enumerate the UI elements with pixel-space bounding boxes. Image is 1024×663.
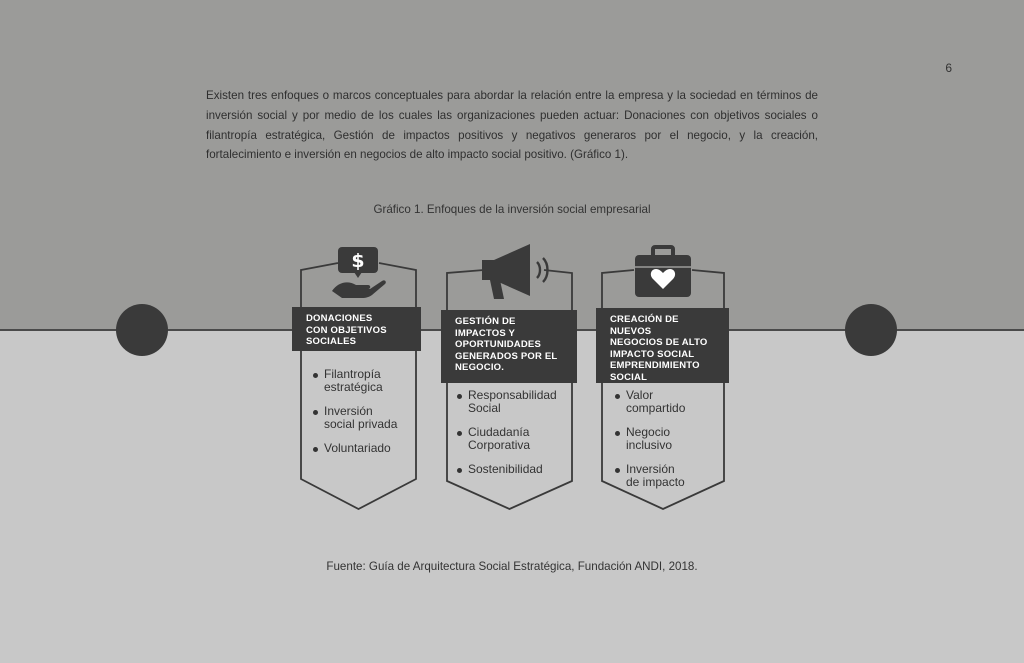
megaphone-icon <box>480 244 552 302</box>
left-decorative-circle <box>116 304 168 356</box>
card-title-banner <box>596 308 729 383</box>
intro-paragraph: Existen tres enfoques o marcos conceptuales para abordar la relación entre la empresa y la sociedad en términos de inversión social y por medio de los cuales las organizaciones pueden actuar: Donaciones con objetivos sociales o filantropía estratégica, Gestión de impactos positivos y negativos generaros por el negocio, y la creación, fortalecimiento e inversión en negocios de alto impacto social positivo. (Gráfico 1). <box>206 89 818 162</box>
card-title: GESTIÓN DE IMPACTOS Y OPORTUNIDADES GENERADOS POR EL NEGOCIO. <box>455 316 558 373</box>
hand-money-icon <box>328 245 388 303</box>
card-item-list <box>313 368 397 466</box>
briefcase-heart-icon <box>633 245 693 301</box>
figure-caption: Gráfico 1. Enfoques de la inversión social empresarial <box>373 203 651 216</box>
list-item: Voluntariado <box>313 442 397 455</box>
card-title: CREACIÓN DE NUEVOS NEGOCIOS DE ALTO IMPACTO SOCIAL EMPRENDIMIENTO SOCIAL <box>610 314 708 383</box>
figure-source: Fuente: Guía de Arquitectura Social Estratégica, Fundación ANDI, 2018. <box>326 560 698 573</box>
list-item: Negocio inclusivo <box>615 426 685 452</box>
list-item: Inversión social privada <box>313 405 397 431</box>
card-item-list <box>457 389 557 487</box>
page-number: 6 <box>945 61 952 75</box>
card-title: DONACIONES CON OBJETIVOS SOCIALES <box>306 313 387 347</box>
list-item: Inversión de impacto <box>615 463 685 489</box>
approach-card-gestion <box>446 255 573 515</box>
list-item: Responsabilidad Social <box>457 389 557 415</box>
card-title-banner <box>441 310 577 383</box>
card-title-banner <box>292 307 421 351</box>
svg-text:$: $ <box>351 250 365 272</box>
approach-card-creacion <box>601 255 725 515</box>
right-decorative-circle <box>845 304 897 356</box>
card-item-list <box>615 389 685 500</box>
approach-card-donaciones <box>300 250 417 515</box>
list-item: Filantropía estratégica <box>313 368 397 394</box>
list-item: Ciudadanía Corporativa <box>457 426 557 452</box>
list-item: Sostenibilidad <box>457 463 557 476</box>
list-item: Valor compartido <box>615 389 685 415</box>
